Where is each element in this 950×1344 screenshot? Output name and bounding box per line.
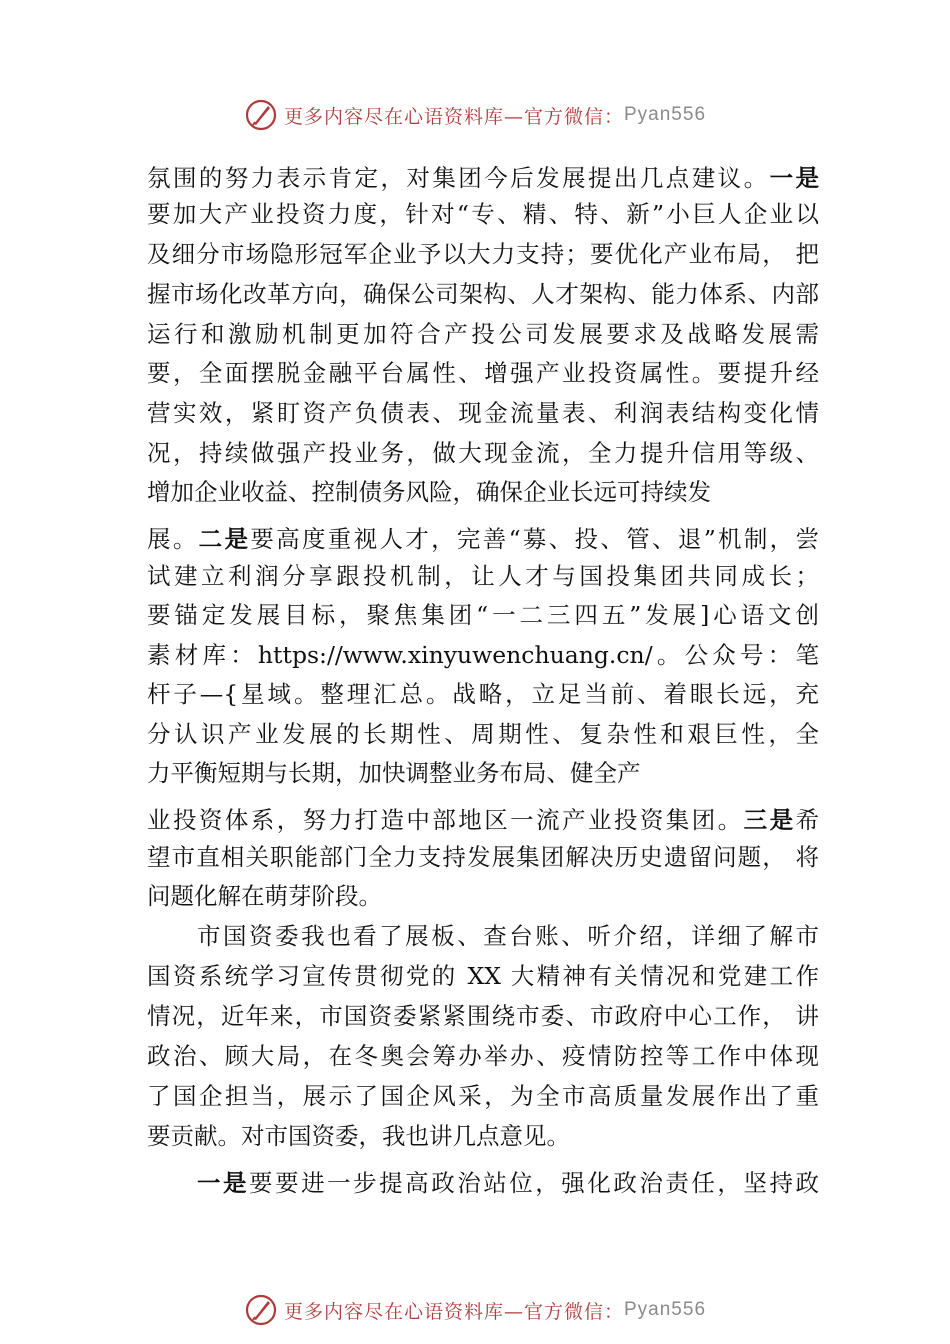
text-segment: 希: [795, 806, 820, 834]
bold-marker: 一是: [769, 164, 820, 192]
text-segment: 要要进一步提高政治站位，强化政治责任，坚持政: [249, 1169, 820, 1197]
text-line: 素材库：https://www.xinyuwenchuang.cn/。公众号：笔: [147, 641, 819, 669]
quill-logo-icon: [244, 98, 278, 132]
text-line: 了国企担当，展示了国企风采，为全市高质量发展作出了重: [147, 1082, 819, 1110]
header-banner: [0, 95, 950, 135]
text-segment: 要高度重视人才，完善“募、投、管、退”机制，尝: [250, 525, 820, 553]
text-line: 握市场化改革方向，确保公司架构、人才架构、能力体系、内部: [147, 280, 819, 308]
text-line: [147, 802, 819, 838]
text-line: 要贡献。对市国资委，我也讲几点意见。: [147, 1122, 570, 1150]
bold-marker: 二是: [198, 525, 251, 553]
text-line: 试建立利润分享跟投机制，让人才与国投集团共同成长；: [147, 562, 819, 590]
banner-library-text: 更多内容尽在心语资料库: [283, 105, 504, 128]
text-line: 及细分市场隐形冠军企业予以大力支持；要优化产业布局， 把: [147, 240, 819, 268]
banner-wechat-id: Pyan556: [624, 1299, 707, 1320]
banner-library-text: 更多内容尽在心语资料库: [283, 1300, 504, 1323]
text-line: 要，全面摆脱金融平台属性、增强产业投资属性。要提升经: [147, 359, 819, 387]
text-line: 杆子—{星域。整理汇总。战略，立足当前、着眼长远，充: [147, 680, 819, 708]
text-line: 力平衡短期与长期，加快调整业务布局、健全产: [147, 759, 641, 787]
text-line: 国资系统学习宣传贯彻党的 XX 大精神有关情况和党建工作: [147, 962, 819, 990]
text-line: 望市直相关职能部门全力支持发展集团解决历史遗留问题， 将: [147, 843, 819, 871]
text-line: 运行和激励机制更加符合产投公司发展要求及战略发展需: [147, 320, 819, 348]
text-line: 问题化解在萌芽阶段。: [147, 882, 382, 910]
text-line: 要加大产业投资力度，针对“专、精、特、新”小巨人企业以: [147, 200, 819, 228]
text-line: 况，持续做强产投业务，做大现金流，全力提升信用等级、: [147, 439, 819, 467]
footer-banner: [0, 1290, 950, 1330]
bold-marker: 三是: [743, 806, 796, 834]
text-line: [197, 1165, 819, 1201]
text-segment: 氛围的努力表示肯定，对集团今后发展提出几点建议。: [147, 164, 770, 192]
text-line: 要锚定发展目标，聚焦集团“一二三四五”发展]心语文创: [147, 601, 819, 629]
text-line: 情况，近年来，市国资委紧紧围绕市委、市政府中心工作， 讲: [147, 1002, 819, 1030]
text-line: 营实效，紧盯资产负债表、现金流量表、利润表结构变化情: [147, 399, 819, 427]
banner-wechat-label: —官方微信：: [503, 1300, 624, 1323]
text-line: 市国资委我也看了展板、查台账、听介绍，详细了解市: [197, 922, 819, 950]
banner-wechat-label: —官方微信：: [503, 105, 624, 128]
text-line: 政治、顾大局，在冬奥会筹办举办、疫情防控等工作中体现: [147, 1042, 819, 1070]
text-line: [147, 521, 819, 557]
banner-wechat-id: Pyan556: [624, 104, 707, 125]
quill-logo-icon: [244, 1293, 278, 1327]
bold-marker: 一是: [197, 1169, 250, 1197]
text-line: [147, 160, 819, 196]
text-segment: 展。: [147, 525, 199, 553]
text-line: 分认识产业发展的长期性、周期性、复杂性和艰巨性，全: [147, 720, 819, 748]
text-segment: 业投资体系，努力打造中部地区一流产业投资集团。: [147, 806, 744, 834]
text-line: 增加企业收益、控制债务风险，确保企业长远可持续发: [147, 478, 711, 506]
